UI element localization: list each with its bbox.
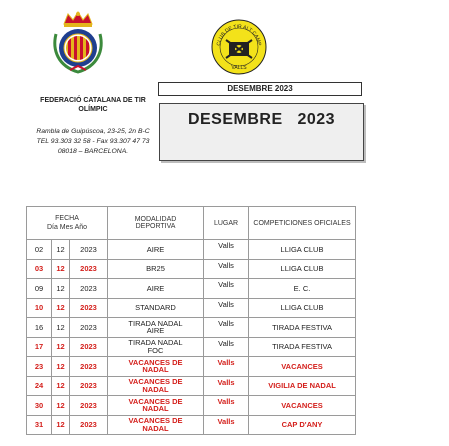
federation-crest-logo bbox=[50, 10, 106, 76]
row-month: 12 bbox=[52, 376, 70, 396]
row-month: 12 bbox=[52, 396, 70, 416]
row-lugar: Valls bbox=[204, 415, 249, 435]
row-day: 23 bbox=[27, 357, 52, 377]
month-header-label: DESEMBRE 2023 bbox=[158, 82, 362, 96]
row-competicion: LLIGA CLUB bbox=[249, 298, 356, 318]
modalidad-line2: NADAL bbox=[142, 365, 169, 375]
modalidad-line1: BR25 bbox=[146, 264, 165, 273]
federation-address bbox=[8, 127, 178, 157]
table-row bbox=[27, 318, 356, 338]
row-lugar: Valls bbox=[204, 298, 249, 318]
row-year: 2023 bbox=[70, 337, 108, 357]
events-table bbox=[26, 206, 356, 435]
modalidad-line2: NADAL bbox=[142, 384, 169, 394]
table-header-row bbox=[27, 207, 356, 240]
row-day: 24 bbox=[27, 376, 52, 396]
svg-text:CLUB DE TIR ALT CAMP: CLUB DE TIR ALT CAMP bbox=[215, 23, 262, 47]
row-lugar: Valls bbox=[204, 337, 249, 357]
address-line1: Rambla de Guipúscoa, 23-25, 2n B-C bbox=[36, 128, 150, 135]
modalidad-line2: NADAL bbox=[142, 423, 169, 433]
row-modalidad bbox=[108, 337, 204, 357]
row-year: 2023 bbox=[70, 396, 108, 416]
svg-text:VALLS: VALLS bbox=[231, 65, 247, 71]
row-competicion: LLIGA CLUB bbox=[249, 240, 356, 260]
modalidad-line1: VACANCES DE bbox=[128, 396, 183, 406]
table-row bbox=[27, 415, 356, 435]
row-month: 12 bbox=[52, 337, 70, 357]
table-row bbox=[27, 396, 356, 416]
row-year: 2023 bbox=[70, 240, 108, 260]
modalidad-line1: TIRADA NADAL bbox=[128, 338, 183, 348]
row-competicion: VIGILIA DE NADAL bbox=[249, 376, 356, 396]
any-header: Año bbox=[74, 224, 88, 231]
row-day: 17 bbox=[27, 337, 52, 357]
table-body bbox=[27, 240, 356, 435]
modalidad-line1: TIRADA NADAL bbox=[128, 318, 183, 328]
row-year: 2023 bbox=[70, 318, 108, 338]
row-lugar: Valls bbox=[204, 318, 249, 338]
row-competicion: VACANCES bbox=[249, 357, 356, 377]
fecha-header bbox=[27, 207, 108, 240]
row-modalidad bbox=[108, 298, 204, 318]
modalidad-line2: FOC bbox=[147, 345, 164, 355]
month-title: DESEMBRE 2023 bbox=[187, 111, 336, 128]
row-lugar: Valls bbox=[204, 376, 249, 396]
row-competicion: TIRADA FESTIVA bbox=[249, 318, 356, 338]
row-month: 12 bbox=[52, 240, 70, 260]
row-modalidad bbox=[108, 357, 204, 377]
row-competicion: VACANCES bbox=[249, 396, 356, 416]
modalidad-line1: VACANCES DE bbox=[128, 357, 183, 367]
table-row bbox=[27, 259, 356, 279]
row-lugar: Valls bbox=[204, 259, 249, 279]
row-competicion: TIRADA FESTIVA bbox=[249, 337, 356, 357]
table-row bbox=[27, 337, 356, 357]
federation-name-line1: FEDERACIÓ CATALANA DE TIR bbox=[40, 97, 146, 104]
row-competicion: LLIGA CLUB bbox=[249, 259, 356, 279]
row-modalidad bbox=[108, 240, 204, 260]
dia-header: Día bbox=[46, 224, 58, 231]
fecha-subheaders bbox=[27, 223, 107, 232]
table-row bbox=[27, 298, 356, 318]
row-day: 10 bbox=[27, 298, 52, 318]
row-year: 2023 bbox=[70, 279, 108, 299]
row-month: 12 bbox=[52, 415, 70, 435]
row-month: 12 bbox=[52, 298, 70, 318]
row-year: 2023 bbox=[70, 259, 108, 279]
row-year: 2023 bbox=[70, 376, 108, 396]
modalidad-header-line2: DEPORTIVA bbox=[135, 223, 176, 230]
mes-header: Mes bbox=[59, 224, 74, 231]
club-logo bbox=[211, 18, 267, 76]
row-day: 09 bbox=[27, 279, 52, 299]
row-year: 2023 bbox=[70, 298, 108, 318]
table-row bbox=[27, 279, 356, 299]
federation-name bbox=[8, 96, 178, 114]
row-month: 12 bbox=[52, 259, 70, 279]
row-lugar: Valls bbox=[204, 240, 249, 260]
row-modalidad bbox=[108, 415, 204, 435]
row-day: 16 bbox=[27, 318, 52, 338]
modalidad-line1: VACANCES DE bbox=[128, 416, 183, 426]
row-modalidad bbox=[108, 279, 204, 299]
modalidad-line2: AIRE bbox=[146, 326, 165, 336]
modalidad-line1: AIRE bbox=[146, 244, 165, 254]
modalidad-line1: STANDARD bbox=[135, 303, 176, 312]
row-lugar: Valls bbox=[204, 279, 249, 299]
row-month: 12 bbox=[52, 279, 70, 299]
row-modalidad bbox=[108, 318, 204, 338]
row-month: 12 bbox=[52, 318, 70, 338]
address-line2: TEL 93.303 32 58 - Fax 93.307 47 73 bbox=[36, 138, 150, 145]
address-line3: 08018 – BARCELONA. bbox=[57, 148, 129, 155]
table-row bbox=[27, 240, 356, 260]
row-day: 31 bbox=[27, 415, 52, 435]
row-lugar: Valls bbox=[204, 357, 249, 377]
row-modalidad bbox=[108, 396, 204, 416]
row-day: 02 bbox=[27, 240, 52, 260]
row-day: 30 bbox=[27, 396, 52, 416]
competiciones-header: COMPETICIONES OFICIALES bbox=[249, 207, 356, 240]
modalidad-header-line1: MODALIDAD bbox=[134, 216, 177, 223]
lugar-header: LUGAR bbox=[204, 207, 249, 240]
modalidad-line1: VACANCES DE bbox=[128, 377, 183, 387]
modalidad-line1: AIRE bbox=[146, 283, 165, 293]
federation-name-line2: OLÍMPIC bbox=[78, 106, 108, 113]
row-lugar: Valls bbox=[204, 396, 249, 416]
fecha-title: FECHA bbox=[55, 215, 79, 222]
table-row bbox=[27, 376, 356, 396]
row-competicion: E. C. bbox=[249, 279, 356, 299]
row-year: 2023 bbox=[70, 357, 108, 377]
modalidad-line2: NADAL bbox=[142, 404, 169, 414]
row-modalidad bbox=[108, 259, 204, 279]
row-day: 03 bbox=[27, 259, 52, 279]
month-title-box bbox=[159, 103, 364, 161]
table-row bbox=[27, 357, 356, 377]
row-competicion: CAP D'ANY bbox=[249, 415, 356, 435]
row-year: 2023 bbox=[70, 415, 108, 435]
row-month: 12 bbox=[52, 357, 70, 377]
row-modalidad bbox=[108, 376, 204, 396]
modalidad-header bbox=[108, 207, 204, 240]
